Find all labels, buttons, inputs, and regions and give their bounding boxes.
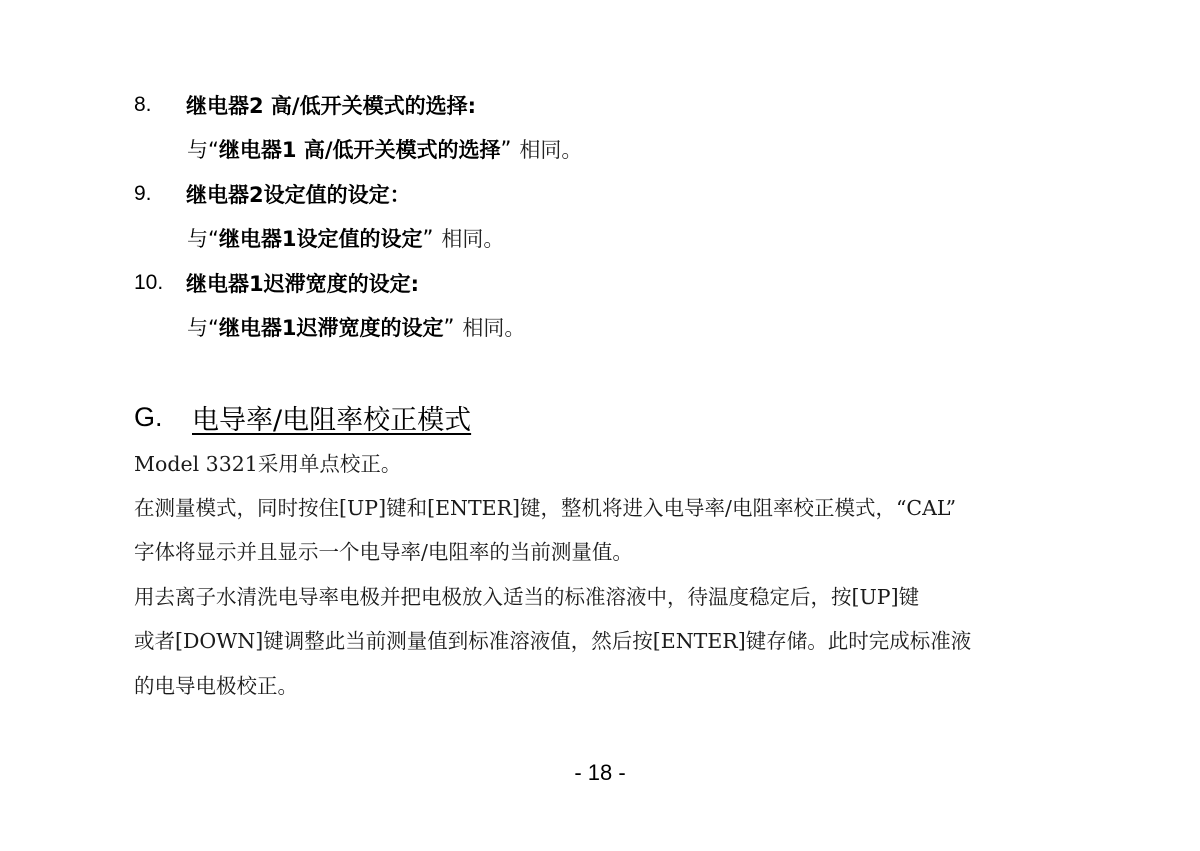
note-reference: 继电器1设定值的设定 (218, 227, 423, 251)
list-item-8 (134, 90, 476, 120)
item-heading: 继电器2设定值的设定： (186, 183, 411, 207)
section-letter: G. (134, 401, 163, 432)
item-note (187, 223, 504, 253)
item-number: 9. (134, 182, 152, 205)
item-note (187, 312, 525, 342)
section-title: 电导率/电阻率校正模式 (192, 404, 472, 436)
note-reference: 继电器1迟滞宽度的设定 (218, 316, 444, 340)
paragraph-line: 字体将显示并且显示一个电导率/电阻率的当前测量值。 (134, 540, 633, 564)
item-heading: 继电器1迟滞宽度的设定: (186, 272, 420, 296)
page-number: - 18 - (574, 760, 626, 785)
section-heading (134, 398, 471, 436)
note-tail: 相同。 (462, 316, 526, 340)
note-tail: 相同。 (519, 138, 583, 162)
paragraph-line: 用去离子水清洗电导率电极并把电极放入适当的标准溶液中，待温度稳定后，按[UP]键 (134, 585, 920, 609)
item-number: 10. (134, 271, 164, 294)
item-number: 8. (134, 93, 152, 116)
list-item-9 (134, 179, 411, 209)
paragraph-line: 在测量模式，同时按住[UP]键和[ENTER]键，整机将进入电导率/电阻率校正模式，“CAL” (134, 496, 957, 520)
note-prefix: 与“ (187, 316, 219, 340)
paragraph-line: Model 3321采用单点校正。 (134, 452, 402, 476)
note-prefix: 与“ (187, 227, 219, 251)
item-heading: 继电器2 高/低开关模式的选择: (186, 94, 476, 118)
note-suffix: ” (422, 226, 434, 250)
paragraph-line: 的电导电极校正。 (134, 674, 298, 698)
item-note (187, 134, 582, 164)
list-item-10 (134, 268, 419, 298)
note-tail: 相同。 (441, 227, 505, 251)
note-prefix: 与“ (187, 138, 219, 162)
note-reference: 继电器1 高/低开关模式的选择 (218, 138, 501, 162)
note-suffix: ” (500, 137, 512, 161)
note-suffix: ” (443, 315, 455, 339)
paragraph-line: 或者[DOWN]键调整此当前测量值到标准溶液值，然后按[ENTER]键存储。此时完成标准液 (134, 629, 972, 653)
